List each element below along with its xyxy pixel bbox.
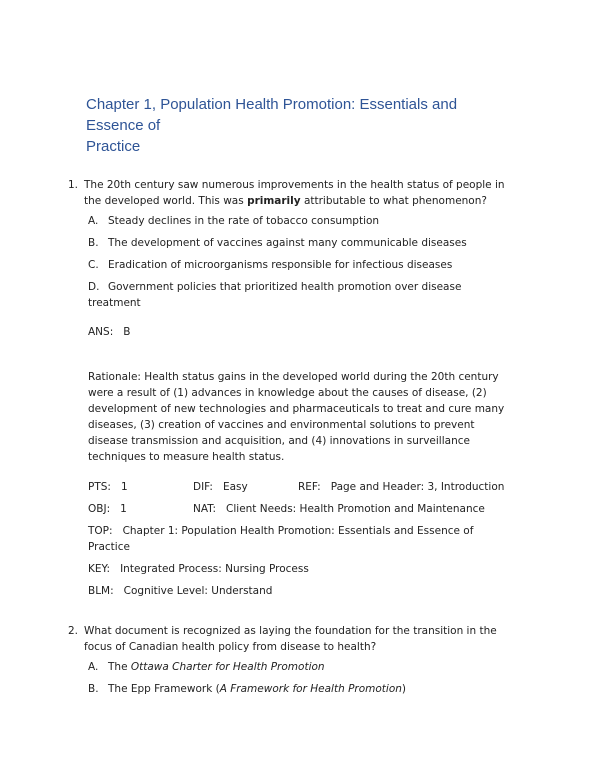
document-title — [86, 94, 512, 157]
option-letter: C. — [88, 259, 99, 271]
meta-obj — [88, 501, 193, 517]
option-text-italic: A Framework for Health Promotion — [219, 683, 402, 695]
meta-row-obj-nat — [68, 501, 512, 517]
document-title-line1: Chapter 1, Population Health Promotion: Essentials and Essence of — [86, 96, 458, 134]
question-1 — [68, 177, 512, 209]
meta-nat-value: Client Needs: Health Promotion and Maintenance — [226, 503, 485, 515]
question-1-body — [68, 213, 512, 599]
meta-pts-label: PTS: — [88, 481, 111, 493]
option-text: Steady declines in the rate of tobacco consumption — [108, 215, 380, 227]
question-2-option-b — [68, 681, 512, 697]
option-text-italic: Ottawa Charter for Health Promotion — [130, 661, 325, 673]
question-1-rationale: Rationale: Health status gains in the developed world during the 20th century were a result of (1) advances in knowledge about the causes of disease, (2) development of new technologies and pharmaceuticals to treat and cure many diseases, (3) creation of vaccines and environmental solutions to prevent disease transmission and acquisition, and (4) innovations in surveillance techniques to measure health status. — [88, 371, 505, 463]
question-1-number: 1. — [68, 179, 79, 191]
option-text-post: ) — [401, 683, 407, 695]
meta-obj-label: OBJ: — [88, 503, 111, 515]
answer-label: ANS: — [88, 326, 114, 338]
meta-obj-value: 1 — [120, 503, 127, 515]
meta-blm-label: BLM: — [88, 585, 114, 597]
option-letter: A. — [88, 215, 99, 227]
question-1-option-c — [68, 257, 512, 273]
question-1-text-pre: The 20th century saw numerous improvements in the health status of people in the developed world. This was — [84, 179, 505, 207]
meta-row-top — [68, 523, 512, 555]
option-text: Government policies that prioritized health promotion over disease treatment — [88, 281, 462, 309]
meta-row-pts-dif-ref — [68, 479, 512, 495]
meta-dif-value: Easy — [222, 481, 248, 493]
question-1-metadata — [68, 479, 512, 599]
question-1-text — [84, 177, 512, 209]
question-2-number: 2. — [68, 625, 79, 637]
meta-ref-label: REF: — [298, 481, 321, 493]
meta-key-value: Integrated Process: Nursing Process — [120, 563, 309, 575]
option-text: Eradication of microorganisms responsible for infectious diseases — [108, 259, 453, 271]
question-2 — [68, 623, 512, 655]
question-1-option-b — [68, 235, 512, 251]
meta-nat-label: NAT: — [193, 503, 217, 515]
document-title-line2: Practice — [86, 138, 141, 155]
meta-top-label: TOP: — [88, 525, 113, 537]
meta-dif — [193, 479, 298, 495]
meta-ref-value: Page and Header: 3, Introduction — [330, 481, 505, 493]
question-1-answer — [68, 324, 512, 340]
meta-pts — [88, 479, 193, 495]
option-letter: D. — [88, 281, 100, 293]
answer-value: B — [123, 326, 131, 338]
question-2-body — [68, 659, 512, 697]
question-1-text-post: attributable to what phenomenon? — [300, 195, 487, 207]
meta-pts-value: 1 — [120, 481, 128, 493]
question-2-option-a — [68, 659, 512, 675]
question-1-option-a — [68, 213, 512, 229]
option-text-pre: The — [108, 661, 131, 673]
option-text: The development of vaccines against many communicable diseases — [108, 237, 467, 249]
question-1-bold-word: primarily — [247, 195, 301, 207]
option-letter: B. — [88, 237, 99, 249]
question-2-text: What document is recognized as laying the foundation for the transition in the focus of Canadian health policy from disease to health? — [84, 625, 497, 653]
question-1-option-d — [68, 279, 512, 311]
meta-row-key — [68, 561, 512, 577]
meta-key-label: KEY: — [88, 563, 111, 575]
meta-blm-value: Cognitive Level: Understand — [123, 585, 273, 597]
option-letter: A. — [88, 661, 99, 673]
meta-dif-label: DIF: — [193, 481, 213, 493]
option-text-pre: The Epp Framework ( — [108, 683, 220, 695]
option-letter: B. — [88, 683, 99, 695]
meta-top-value: Chapter 1: Population Health Promotion: Essentials and Essence of Practice — [88, 525, 474, 553]
meta-row-blm — [68, 583, 512, 599]
